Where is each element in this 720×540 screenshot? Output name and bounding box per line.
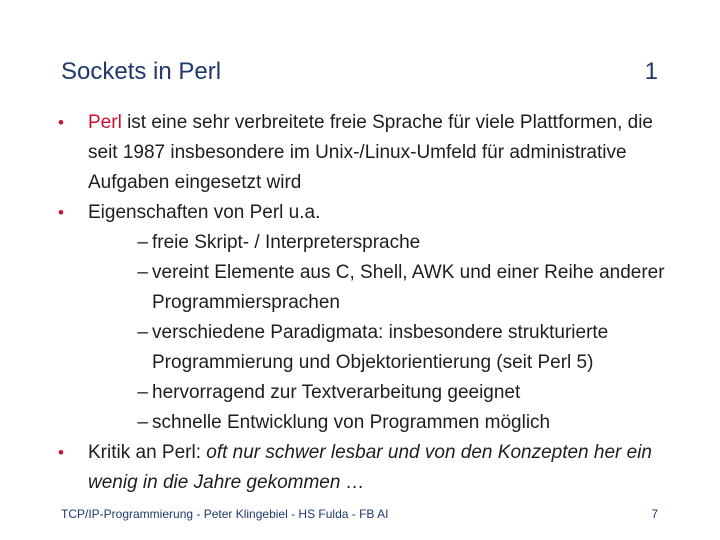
sub-bullet-text: verschiedene Paradigmata: insbesondere strukturierte Programmierung und Objektorientierung (seit Perl 5) xyxy=(152,322,609,373)
slide-section-number: 1 xyxy=(644,58,658,85)
bullet-properties xyxy=(56,198,676,228)
dash-icon: – xyxy=(137,232,148,253)
bullet-icon: • xyxy=(58,203,64,222)
sub-bullet-text: schnelle Entwicklung von Programmen möglich xyxy=(152,412,551,433)
sub-bullet-text: vereint Elemente aus C, Shell, AWK und einer Reihe anderer Programmiersprachen xyxy=(152,262,665,313)
bullet-criticism xyxy=(56,438,676,498)
dash-icon: – xyxy=(137,322,148,343)
criticism-italic-text: oft nur schwer lesbar und von den Konzepten her ein wenig in die Jahre gekommen … xyxy=(88,442,652,493)
sub-bullet xyxy=(88,408,676,438)
sub-bullet xyxy=(88,318,676,378)
bullet-text: ist eine sehr verbreitete freie Sprache für viele Plattformen, die seit 1987 insbesondere im Unix-/Linux-Umfeld für administrative Aufgaben eingesetzt wird xyxy=(88,112,653,193)
bullet-icon: • xyxy=(58,113,64,132)
dash-icon: – xyxy=(137,382,148,403)
sub-bullet-text: hervorragend zur Textverarbeitung geeignet xyxy=(152,382,521,403)
dash-icon: – xyxy=(137,262,148,283)
footer-text: TCP/IP-Programmierung - Peter Klingebiel - HS Fulda - FB AI xyxy=(61,507,389,521)
keyword-perl: Perl xyxy=(88,112,122,133)
sub-bullet xyxy=(88,228,676,258)
page-number: 7 xyxy=(651,507,658,521)
sub-bullet xyxy=(88,378,676,408)
slide-content xyxy=(56,108,676,498)
slide-title: Sockets in Perl xyxy=(61,58,222,85)
bullet-perl-intro xyxy=(56,108,676,198)
bullet-icon: • xyxy=(58,443,64,462)
bullet-text: Eigenschaften von Perl u.a. xyxy=(88,202,321,223)
dash-icon: – xyxy=(137,412,148,433)
bullet-text: Kritik an Perl: xyxy=(88,442,207,463)
sub-bullet-text: freie Skript- / Interpretersprache xyxy=(152,232,421,253)
sub-bullet xyxy=(88,258,676,318)
